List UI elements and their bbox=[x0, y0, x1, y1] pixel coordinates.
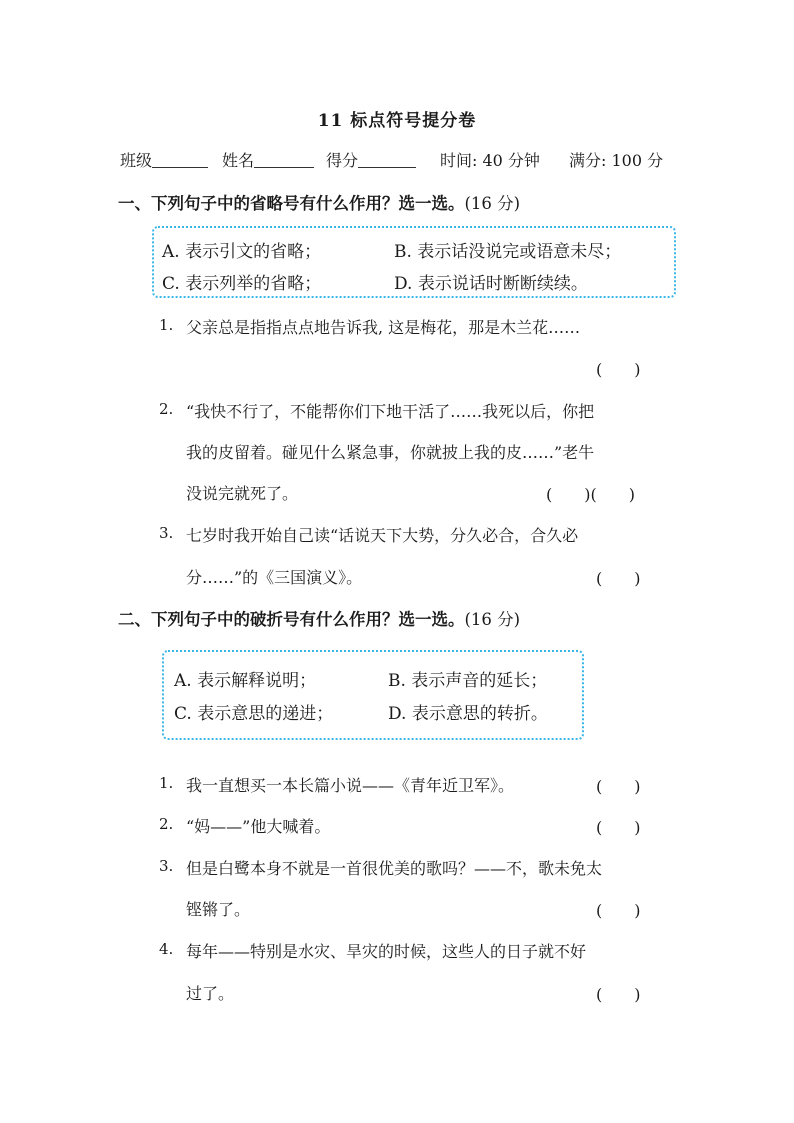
name-blank[interactable] bbox=[254, 151, 314, 168]
class-field bbox=[120, 148, 208, 171]
s1-q1-line1: 父亲总是指指点点地告诉我, 这是梅花，那是木兰花…… bbox=[186, 318, 581, 337]
s1-q3-line1: 七岁时我开始自己读“话说天下大势，分久必合，合久必 bbox=[186, 526, 579, 545]
section1-options-box bbox=[152, 226, 676, 298]
s1-q2-line2: 我的皮留着。碰见什么紧急事，你就披上我的皮……”老牛 bbox=[186, 443, 595, 462]
s1-q3-line2: 分……”的《三国演义》。 bbox=[186, 568, 363, 587]
s2-q3-number: 3. bbox=[159, 857, 174, 875]
time-text: 时间: 40 分钟 bbox=[440, 151, 540, 170]
s2-q3-answer-paren[interactable]: ( ) bbox=[596, 901, 641, 920]
s1-q2-line3: 没说完就死了。 bbox=[186, 484, 299, 503]
s2-q2-line1: “妈——”他大喊着。 bbox=[186, 817, 331, 836]
name-field bbox=[222, 148, 314, 171]
s2-q1-answer-paren[interactable]: ( ) bbox=[596, 777, 641, 796]
section1-option-d: D. 表示说话时断断续续。 bbox=[394, 274, 588, 294]
name-label: 姓名 bbox=[222, 151, 255, 170]
section2-option-d: D. 表示意思的转折。 bbox=[388, 704, 548, 724]
section2-option-c: C. 表示意思的递进； bbox=[174, 704, 334, 724]
section1-points: (16 分) bbox=[464, 194, 521, 213]
section1-heading-text: 一、下列句子中的省略号有什么作用？选一选。 bbox=[118, 194, 465, 213]
s2-q2-number: 2. bbox=[159, 815, 174, 833]
section1-option-c: C. 表示列举的省略； bbox=[162, 274, 322, 294]
s2-q4-line1: 每年——特别是水灾、旱灾的时候，这些人的日子就不好 bbox=[186, 942, 587, 961]
s1-q2-number: 2. bbox=[159, 400, 174, 418]
score-label: 得分 bbox=[326, 151, 359, 170]
section2-option-b: B. 表示声音的延长； bbox=[388, 671, 548, 691]
s1-q2-answer-parens[interactable]: ( )( ) bbox=[546, 485, 635, 504]
s1-q1-answer-paren[interactable]: ( ) bbox=[596, 360, 641, 379]
section2-option-a: A. 表示解释说明； bbox=[174, 671, 317, 691]
section1-heading bbox=[118, 190, 520, 214]
s2-q4-line2: 过了。 bbox=[186, 984, 235, 1003]
s2-q3-line2: 铿锵了。 bbox=[186, 900, 251, 919]
s2-q4-answer-paren[interactable]: ( ) bbox=[596, 985, 641, 1004]
s2-q1-number: 1. bbox=[159, 774, 174, 792]
full-score-text: 满分: 100 分 bbox=[569, 151, 664, 170]
s1-q1-number: 1. bbox=[159, 316, 174, 334]
section2-points: (16 分) bbox=[464, 610, 521, 629]
section2-options-box bbox=[162, 650, 584, 740]
s2-q1-line1: 我一直想买一本长篇小说——《青年近卫军》。 bbox=[186, 776, 515, 795]
s2-q4-number: 4. bbox=[159, 940, 174, 958]
score-blank[interactable] bbox=[358, 151, 416, 168]
score-field bbox=[326, 148, 416, 171]
s1-q3-number: 3. bbox=[159, 524, 174, 542]
section1-option-b: B. 表示话没说完或语意未尽； bbox=[394, 242, 622, 262]
s2-q2-answer-paren[interactable]: ( ) bbox=[596, 818, 641, 837]
section2-heading-text: 二、下列句子中的破折号有什么作用？选一选。 bbox=[118, 610, 465, 629]
page-title: 11 标点符号提分卷 bbox=[317, 111, 477, 131]
s2-q3-line1: 但是白鹭本身不就是一首很优美的歌吗？——不，歌未免太 bbox=[186, 859, 603, 878]
section2-heading bbox=[118, 606, 520, 630]
s1-q3-answer-paren[interactable]: ( ) bbox=[596, 569, 641, 588]
s1-q2-line1: “我快不行了，不能帮你们下地干活了……我死以后，你把 bbox=[186, 402, 595, 421]
class-label: 班级 bbox=[120, 151, 153, 170]
class-blank[interactable] bbox=[152, 151, 208, 168]
section1-option-a: A. 表示引文的省略； bbox=[162, 242, 322, 262]
